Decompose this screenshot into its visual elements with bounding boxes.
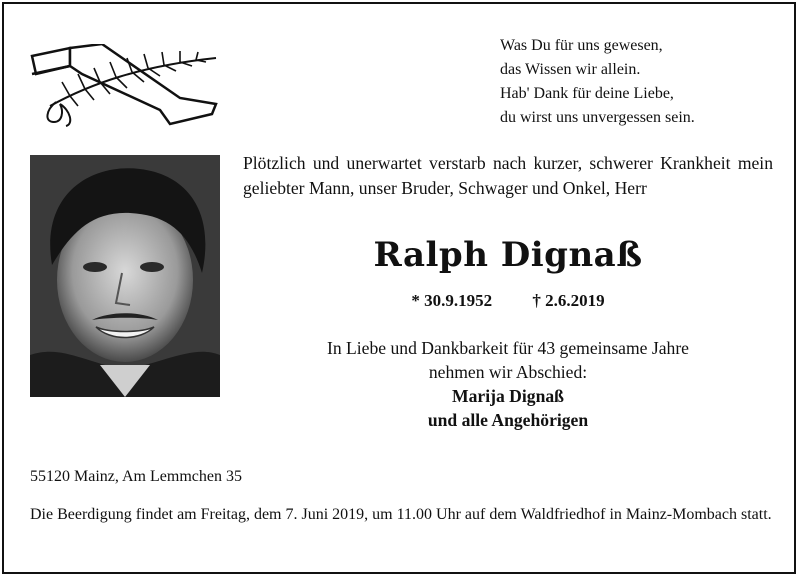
- cross-with-palm-branch-icon: [30, 44, 220, 128]
- funeral-notice: Die Beerdigung findet am Freitag, dem 7. Juni 2019, um 11.00 Uhr auf dem Waldfriedhof in Mainz-Mombach statt.: [30, 506, 772, 523]
- farewell-line: In Liebe und Dankbarkeit für 43 gemeinsame Jahre: [326, 338, 689, 358]
- announcement-text: Plötzlich und unerwartet verstarb nach kurzer, schwerer Krankheit mein geliebter Mann, unser Bruder, Schwager und Onkel, Herr: [243, 153, 773, 198]
- signatory-relatives: und alle Angehörigen: [427, 410, 589, 430]
- portrait-photo: [30, 155, 220, 397]
- farewell-line: nehmen wir Abschied:: [428, 362, 588, 382]
- family-address: 55120 Mainz, Am Lemmchen 35: [30, 468, 242, 485]
- death-date: † 2.6.2019: [532, 291, 605, 310]
- life-dates: [243, 291, 773, 311]
- poem-line: Hab' Dank für deine Liebe,: [500, 85, 674, 102]
- signatory-name: Marija Dignaß: [452, 386, 564, 406]
- poem-line: das Wissen wir allein.: [500, 61, 641, 78]
- deceased-name: Ralph Dignaß: [373, 235, 643, 275]
- poem-line: Was Du für uns gewesen,: [500, 37, 663, 54]
- memorial-poem: [500, 34, 780, 130]
- birth-date: * 30.9.1952: [411, 291, 493, 310]
- poem-line: du wirst uns unvergessen sein.: [500, 109, 695, 126]
- farewell-block: [243, 336, 773, 432]
